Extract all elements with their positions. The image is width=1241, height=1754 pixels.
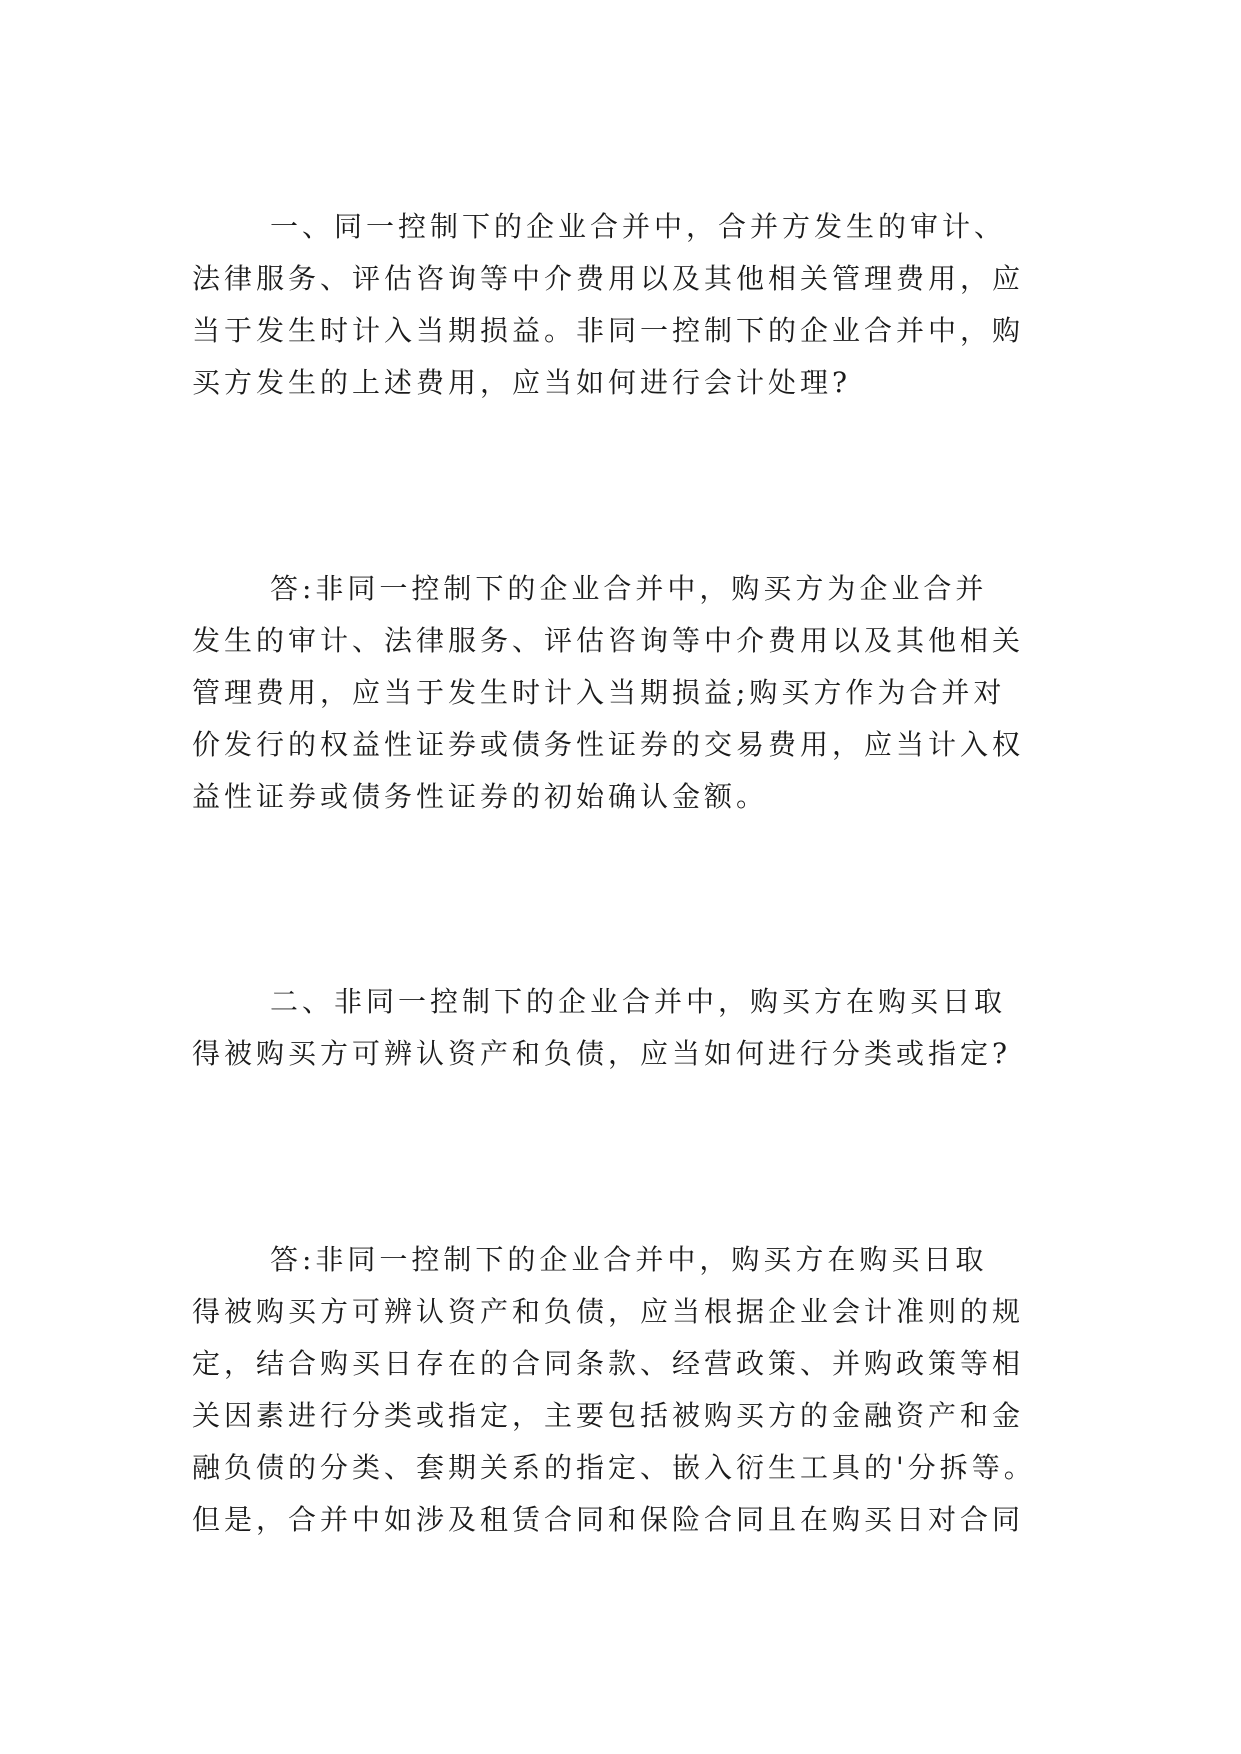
answer-1-line-4: 价发行的权益性证券或债务性证券的交易费用，应当计入权 — [192, 728, 1025, 761]
question-1-line-3: 当于发生时计入当期损益。非同一控制下的企业合并中，购 — [192, 314, 1025, 347]
answer-2-line-3: 定，结合购买日存在的合同条款、经营政策、并购政策等相 — [192, 1347, 1025, 1380]
question-2-line-1: 二、非同一控制下的企业合并中，购买方在购买日取 — [270, 985, 1007, 1018]
question-2-line-2: 得被购买方可辨认资产和负债，应当如何进行分类或指定? — [192, 1037, 1012, 1070]
answer-1-line-2: 发生的审计、法律服务、评估咨询等中介费用以及其他相关 — [192, 624, 1025, 657]
answer-1-line-3: 管理费用，应当于发生时计入当期损益;购买方作为合并对 — [192, 676, 1006, 709]
answer-2-line-4: 关因素进行分类或指定，主要包括被购买方的金融资产和金 — [192, 1399, 1025, 1432]
question-1-line-1: 一、同一控制下的企业合并中，合并方发生的审计、 — [270, 210, 1007, 243]
answer-2-line-6: 但是，合并中如涉及租赁合同和保险合同且在购买日对合同 — [192, 1503, 1025, 1536]
answer-2-line-2: 得被购买方可辨认资产和负债，应当根据企业会计准则的规 — [192, 1295, 1025, 1328]
answer-1-line-1: 答:非同一控制下的企业合并中，购买方为企业合并 — [270, 572, 988, 605]
answer-1-line-5: 益性证券或债务性证券的初始确认金额。 — [192, 780, 769, 813]
answer-2-line-1: 答:非同一控制下的企业合并中，购买方在购买日取 — [270, 1243, 988, 1276]
question-1-line-2: 法律服务、评估咨询等中介费用以及其他相关管理费用，应 — [192, 262, 1025, 295]
answer-2-line-5: 融负债的分类、套期关系的指定、嵌入衍生工具的'分拆等。 — [192, 1451, 1036, 1484]
question-1-line-4: 买方发生的上述费用，应当如何进行会计处理? — [192, 366, 852, 399]
